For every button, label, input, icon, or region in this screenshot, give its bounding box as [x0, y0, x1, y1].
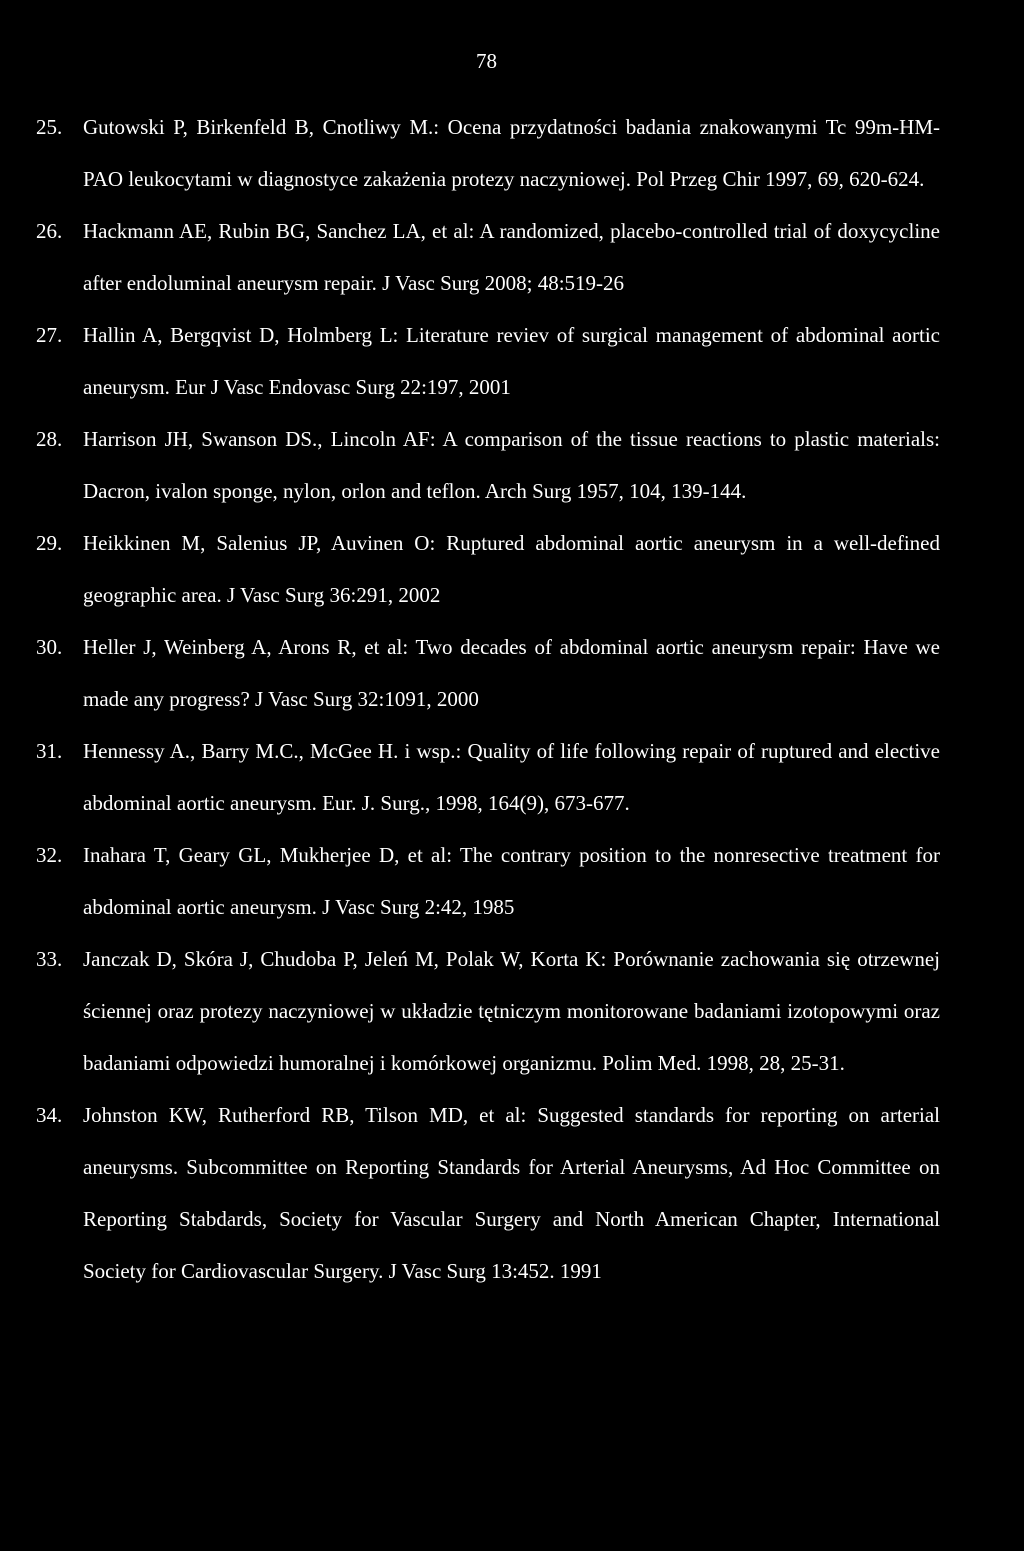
reference-number: 26.	[36, 219, 63, 243]
reference-list	[36, 101, 940, 1297]
reference-number: 32.	[36, 843, 63, 867]
reference-item-29	[36, 517, 940, 621]
reference-text: Hallin A, Bergqvist D, Holmberg L: Literature reviev of surgical management of abdominal aortic aneurysm. Eur J Vasc Endovasc Surg 22:197, 2001	[83, 323, 940, 399]
reference-number: 30.	[36, 635, 63, 659]
reference-number: 27.	[36, 323, 63, 347]
reference-text: Janczak D, Skóra J, Chudoba P, Jeleń M, Polak W, Korta K: Porównanie zachowania się otrzewnej ściennej oraz protezy naczyniowej w układzie tętniczym monitorowane badaniami izotopowymi oraz badaniami odpowiedzi humoralnej i komórkowej organizmu. Polim Med. 1998, 28, 25-31.	[83, 947, 940, 1075]
reference-text: Gutowski P, Birkenfeld B, Cnotliwy M.: Ocena przydatności badania znakowanymi Tc 99m-HM-PAO leukocytami w diagnostyce zakażenia protezy naczyniowej. Pol Przeg Chir 1997, 69, 620-624.	[83, 115, 940, 191]
reference-number: 34.	[36, 1103, 63, 1127]
reference-item-33	[36, 933, 940, 1089]
reference-item-27	[36, 309, 940, 413]
reference-text: Harrison JH, Swanson DS., Lincoln AF: A comparison of the tissue reactions to plastic materials: Dacron, ivalon sponge, nylon, orlon and teflon. Arch Surg 1957, 104, 139-144.	[83, 427, 940, 503]
reference-item-32	[36, 829, 940, 933]
reference-item-28	[36, 413, 940, 517]
reference-text: Johnston KW, Rutherford RB, Tilson MD, et al: Suggested standards for reporting on arterial aneurysms. Subcommittee on Reporting Standards for Arterial Aneurysms, Ad Hoc Committee on Reporting Stabdards, Society for Vascular Surgery and North American Chapter, International Society for Cardiovascular Surgery. J Vasc Surg 13:452. 1991	[83, 1103, 940, 1283]
reference-number: 25.	[36, 115, 63, 139]
reference-number: 28.	[36, 427, 63, 451]
page-number: 78	[476, 49, 497, 73]
reference-item-34	[36, 1089, 940, 1297]
reference-number: 33.	[36, 947, 63, 971]
reference-text: Heikkinen M, Salenius JP, Auvinen O: Ruptured abdominal aortic aneurysm in a well-defined geographic area. J Vasc Surg 36:291, 2002	[83, 531, 940, 607]
reference-item-26	[36, 205, 940, 309]
reference-item-30	[36, 621, 940, 725]
reference-number: 29.	[36, 531, 63, 555]
reference-text: Heller J, Weinberg A, Arons R, et al: Two decades of abdominal aortic aneurysm repair: Have we made any progress? J Vasc Surg 32:1091, 2000	[83, 635, 940, 711]
reference-text: Hackmann AE, Rubin BG, Sanchez LA, et al: A randomized, placebo-controlled trial of doxycycline after endoluminal aneurysm repair. J Vasc Surg 2008; 48:519-26	[83, 219, 940, 295]
reference-item-31	[36, 725, 940, 829]
reference-number: 31.	[36, 739, 63, 763]
reference-item-25	[36, 101, 940, 205]
reference-text: Hennessy A., Barry M.C., McGee H. i wsp.: Quality of life following repair of ruptured and elective abdominal aortic aneurysm. Eur. J. Surg., 1998, 164(9), 673-677.	[83, 739, 940, 815]
reference-text: Inahara T, Geary GL, Mukherjee D, et al: The contrary position to the nonresective treatment for abdominal aortic aneurysm. J Vasc Surg 2:42, 1985	[83, 843, 940, 919]
